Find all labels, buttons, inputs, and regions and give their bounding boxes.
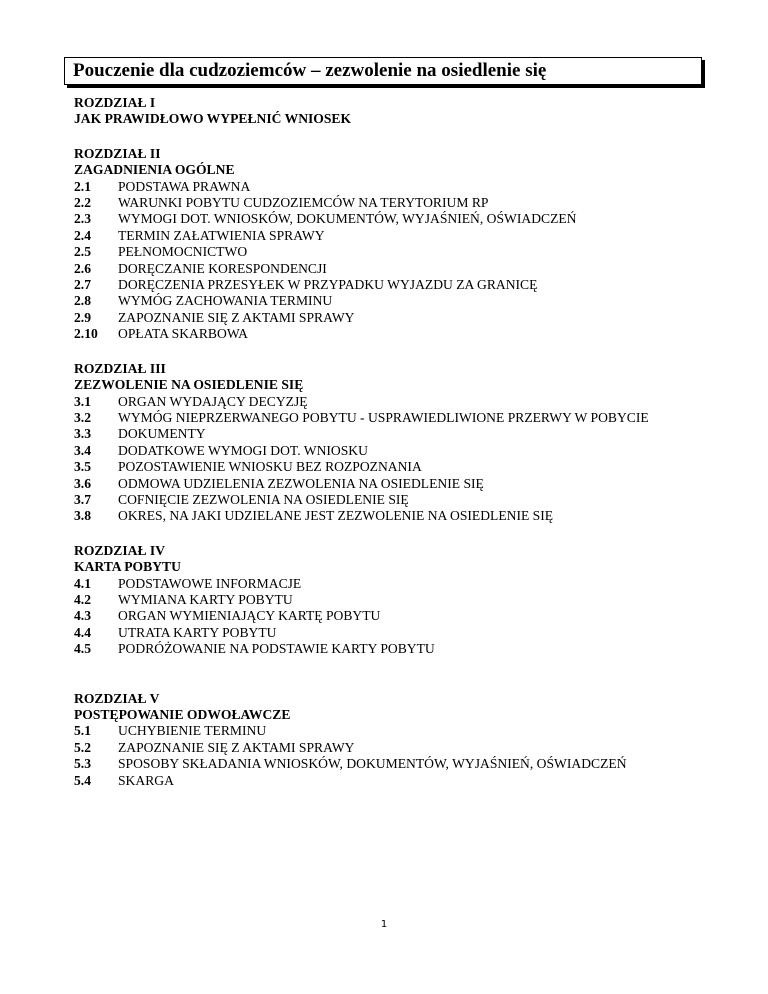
toc-item[interactable] — [74, 608, 714, 624]
chapter-5 — [74, 691, 714, 789]
toc-item-number: 2.7 — [74, 277, 91, 293]
toc-item-number: 5.1 — [74, 723, 91, 739]
toc-item-label: PODRÓŻOWANIE NA PODSTAWIE KARTY POBYTU — [118, 641, 435, 657]
toc-item-label: WYMÓG ZACHOWANIA TERMINU — [118, 293, 333, 309]
toc-item-number: 4.2 — [74, 591, 91, 607]
toc-item[interactable] — [74, 756, 714, 772]
toc-item-number: 3.5 — [74, 459, 91, 475]
toc-item[interactable] — [74, 277, 714, 293]
toc-item-number: 2.8 — [74, 293, 91, 309]
chapter-1 — [74, 95, 714, 128]
toc-item[interactable] — [74, 293, 714, 309]
toc-item-label: TERMIN ZAŁATWIENIA SPRAWY — [118, 227, 325, 243]
toc-item-label: OKRES, NA JAKI UDZIELANE JEST ZEZWOLENIE NA OSIEDLENIE SIĘ — [118, 508, 554, 524]
chapter-2 — [74, 146, 714, 343]
chapter-heading[interactable]: ROZDZIAŁ I — [74, 95, 156, 110]
toc-item-number: 5.2 — [74, 739, 91, 755]
toc-item[interactable] — [74, 410, 714, 426]
toc-item[interactable] — [74, 426, 714, 442]
toc-item-label: ORGAN WYDAJĄCY DECYZJĘ — [118, 393, 308, 409]
toc-item[interactable] — [74, 641, 714, 657]
toc-item-label: DODATKOWE WYMOGI DOT. WNIOSKU — [118, 442, 368, 458]
chapter-subheading[interactable]: ZEZWOLENIE NA OSIEDLENIE SIĘ — [74, 377, 304, 393]
toc-item[interactable] — [74, 179, 714, 195]
toc-item[interactable] — [74, 326, 714, 342]
toc-item-label: ODMOWA UDZIELENIA ZEZWOLENIA NA OSIEDLENIE SIĘ — [118, 475, 484, 491]
toc-item[interactable] — [74, 394, 714, 410]
toc-item-label: UCHYBIENIE TERMINU — [118, 723, 267, 739]
page-number: 1 — [380, 919, 388, 930]
toc-item-number: 3.1 — [74, 393, 91, 409]
toc-item-number: 2.9 — [74, 309, 91, 325]
chapter-heading[interactable]: ROZDZIAŁ V — [74, 690, 160, 706]
toc-item-number: 4.5 — [74, 641, 91, 657]
toc-item-label: UTRATA KARTY POBYTU — [118, 624, 277, 640]
toc-item[interactable] — [74, 211, 714, 227]
toc-item-number: 3.6 — [74, 475, 91, 491]
toc-item-number: 3.3 — [74, 426, 91, 442]
document-title: Pouczenie dla cudzoziemców – zezwolenie na osiedlenie się — [73, 60, 547, 81]
toc-item[interactable] — [74, 773, 714, 789]
toc-item[interactable] — [74, 740, 714, 756]
toc-item-number: 4.1 — [74, 575, 91, 591]
toc-item-number: 5.4 — [74, 772, 91, 788]
toc-item[interactable] — [74, 723, 714, 739]
chapter-4 — [74, 543, 714, 658]
toc-item[interactable] — [74, 459, 714, 475]
toc-item[interactable] — [74, 195, 714, 211]
toc-item[interactable] — [74, 476, 714, 492]
chapter-subheading[interactable]: POSTĘPOWANIE ODWOŁAWCZE — [74, 707, 291, 722]
toc-item-label: COFNIĘCIE ZEZWOLENIA NA OSIEDLENIE SIĘ — [118, 491, 409, 507]
toc-item-label: PODSTAWA PRAWNA — [118, 178, 251, 194]
toc-item-label: PEŁNOMOCNICTWO — [118, 244, 248, 260]
document-title-box — [64, 57, 702, 85]
table-of-contents — [74, 95, 714, 807]
toc-item[interactable] — [74, 261, 714, 277]
toc-item-label: WYMIANA KARTY POBYTU — [118, 591, 293, 607]
chapter-heading[interactable]: ROZDZIAŁ IV — [74, 542, 166, 558]
toc-item-label: WYMÓG NIEPRZERWANEGO POBYTU - USPRAWIEDLIWIONE PRZERWY W POBYCIE — [118, 409, 649, 425]
toc-item[interactable] — [74, 576, 714, 592]
toc-item-label: DORĘCZENIA PRZESYŁEK W PRZYPADKU WYJAZDU ZA GRANICĘ — [118, 277, 538, 293]
toc-item-number: 2.5 — [74, 244, 91, 260]
toc-item-label: WARUNKI POBYTU CUDZOZIEMCÓW NA TERYTORIUM RP — [118, 195, 489, 211]
toc-item-label: POZOSTAWIENIE WNIOSKU BEZ ROZPOZNANIA — [118, 459, 422, 475]
toc-item-number: 4.4 — [74, 624, 91, 640]
chapter-3 — [74, 361, 714, 525]
toc-item-label: OPŁATA SKARBOWA — [118, 326, 248, 342]
toc-item-number: 3.2 — [74, 409, 91, 425]
toc-item[interactable] — [74, 508, 714, 524]
toc-item-label: PODSTAWOWE INFORMACJE — [118, 575, 302, 591]
toc-item-number: 2.1 — [74, 178, 91, 194]
toc-item[interactable] — [74, 443, 714, 459]
toc-item-number: 2.4 — [74, 227, 91, 243]
toc-item-label: WYMOGI DOT. WNIOSKÓW, DOKUMENTÓW, WYJAŚNIEŃ, OŚWIADCZEŃ — [118, 211, 577, 227]
toc-item-number: 2.2 — [74, 195, 91, 211]
chapter-subheading[interactable]: JAK PRAWIDŁOWO WYPEŁNIĆ WNIOSEK — [74, 111, 352, 127]
toc-item[interactable] — [74, 244, 714, 260]
toc-item-number: 3.8 — [74, 508, 91, 524]
toc-item-label: ORGAN WYMIENIAJĄCY KARTĘ POBYTU — [118, 608, 381, 624]
toc-item[interactable] — [74, 492, 714, 508]
chapter-heading[interactable]: ROZDZIAŁ II — [74, 145, 161, 161]
toc-item-label: SPOSOBY SKŁADANIA WNIOSKÓW, DOKUMENTÓW, WYJAŚNIEŃ, OŚWIADCZEŃ — [118, 756, 627, 772]
toc-item-number: 2.3 — [74, 211, 91, 227]
toc-item-label: ZAPOZNANIE SIĘ Z AKTAMI SPRAWY — [118, 739, 355, 755]
toc-item-label: SKARGA — [118, 772, 174, 788]
chapter-heading[interactable]: ROZDZIAŁ III — [74, 360, 166, 376]
toc-item-number: 2.6 — [74, 260, 91, 276]
toc-item-number: 2.10 — [74, 326, 98, 342]
chapter-subheading[interactable]: ZAGADNIENIA OGÓLNE — [74, 162, 235, 178]
toc-item-number: 3.7 — [74, 491, 91, 507]
toc-item-label: DORĘCZANIE KORESPONDENCJI — [118, 260, 327, 276]
toc-item-number: 4.3 — [74, 608, 91, 624]
toc-item[interactable] — [74, 625, 714, 641]
toc-item-label: DOKUMENTY — [118, 426, 206, 442]
toc-item-label: ZAPOZNANIE SIĘ Z AKTAMI SPRAWY — [118, 309, 355, 325]
toc-item[interactable] — [74, 310, 714, 326]
toc-item[interactable] — [74, 592, 714, 608]
toc-item-number: 3.4 — [74, 442, 91, 458]
toc-item-number: 5.3 — [74, 756, 91, 772]
toc-item[interactable] — [74, 228, 714, 244]
chapter-subheading[interactable]: KARTA POBYTU — [74, 559, 181, 575]
